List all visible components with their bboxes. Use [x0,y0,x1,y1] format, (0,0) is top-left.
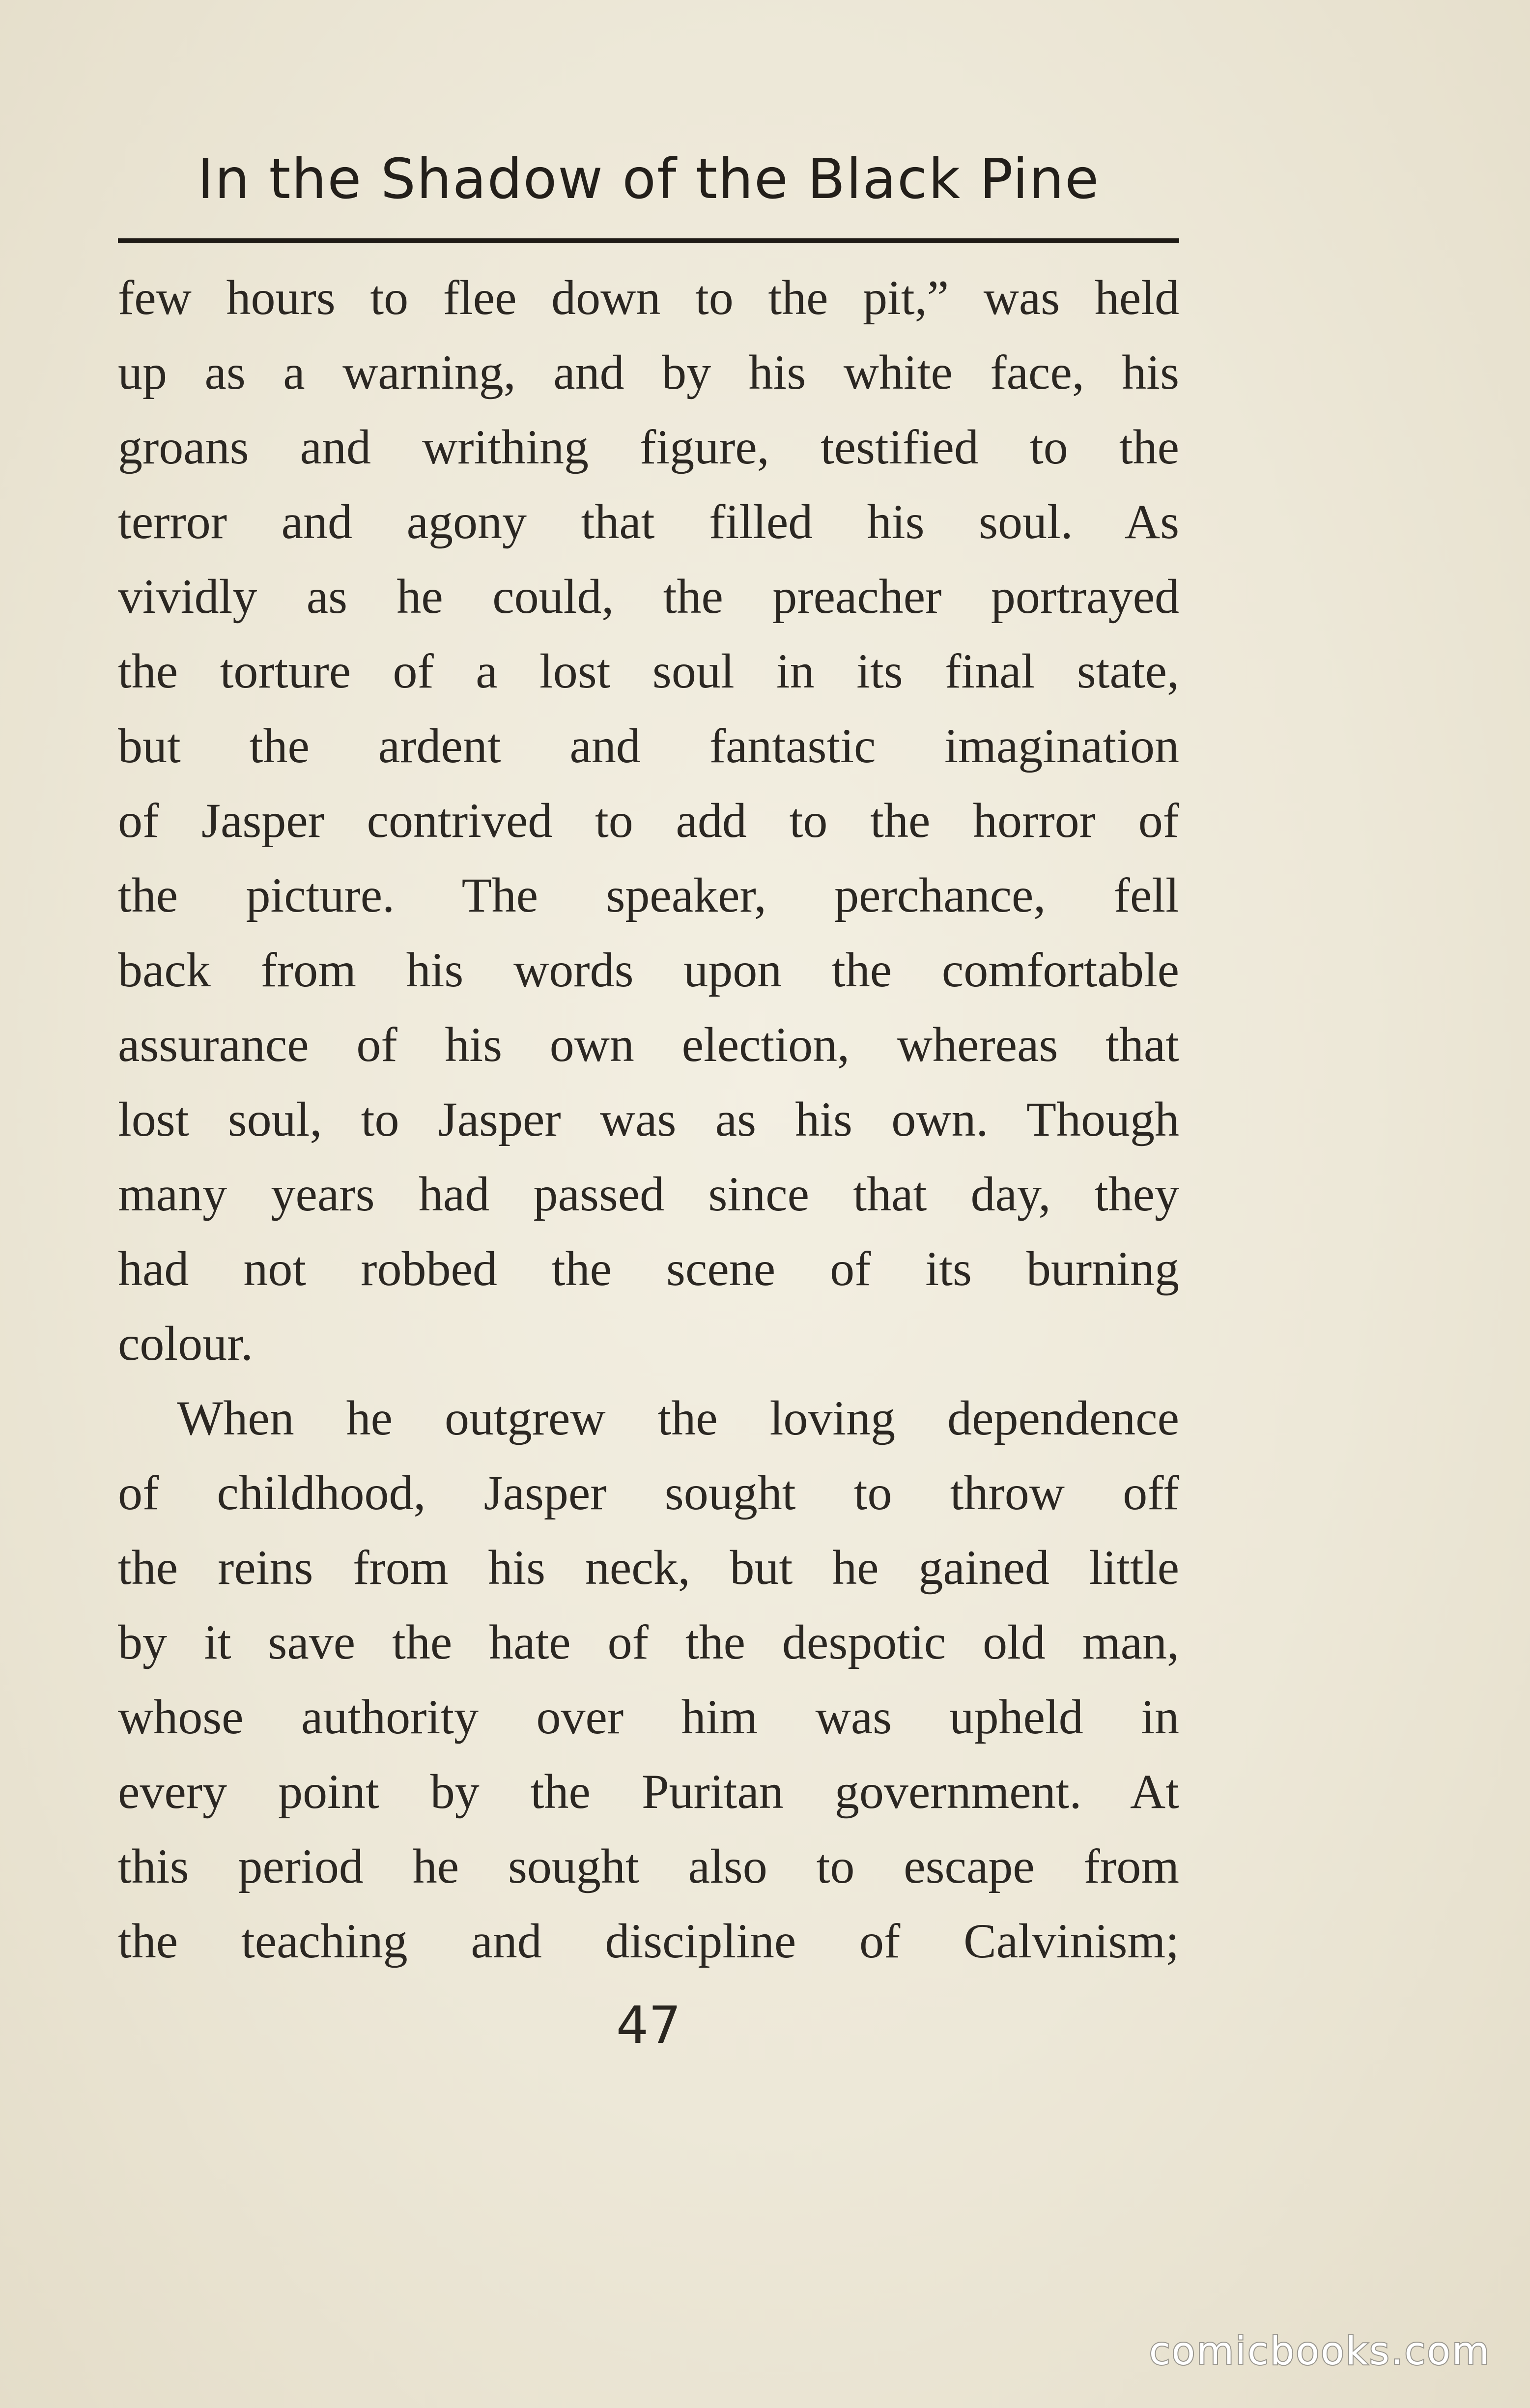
text-line: the torture of a lost soul in its final state, [118,644,1179,698]
text-line: back from his words upon the comfortable [118,943,1179,997]
text-line: of Jasper contrived to add to the horror of [118,793,1179,848]
paragraph-end-line: colour. [118,1316,253,1371]
text-line: assurance of his own election, whereas that [118,1017,1179,1072]
paragraph-start-line: When he outgrew the loving dependence [177,1391,1179,1445]
text-line: few hours to flee down to the pit,” was held [118,270,1179,325]
text-line: every point by the Puritan government. At [118,1764,1179,1819]
text-line: this period he sought also to escape from [118,1839,1179,1893]
page-body [118,260,1179,1978]
text-line: of childhood, Jasper sought to throw off [118,1465,1179,1520]
text-line: the picture. The speaker, perchance, fell [118,868,1179,922]
text-line: vividly as he could, the preacher portrayed [118,569,1179,624]
text-line: whose authority over him was upheld in [118,1690,1179,1744]
text-line: the reins from his neck, but he gained little [118,1540,1179,1595]
page-number: 47 [616,1995,681,2055]
text-line: terror and agony that filled his soul. As [118,494,1179,549]
text-line: up as a warning, and by his white face, his [118,345,1179,400]
text-line: by it save the hate of the despotic old man, [118,1615,1179,1669]
running-title: In the Shadow of the Black Pine [197,147,1100,211]
header-rule [118,238,1179,243]
watermark: comicbooks.com [1149,2329,1491,2374]
text-line: lost soul, to Jasper was as his own. Though [118,1092,1179,1147]
text-line: groans and writhing figure, testified to the [118,420,1179,474]
text-line: many years had passed since that day, they [118,1167,1179,1221]
text-line: but the ardent and fantastic imagination [118,718,1179,773]
text-line: had not robbed the scene of its burning [118,1241,1179,1296]
text-line: the teaching and discipline of Calvinism; [118,1914,1179,1968]
